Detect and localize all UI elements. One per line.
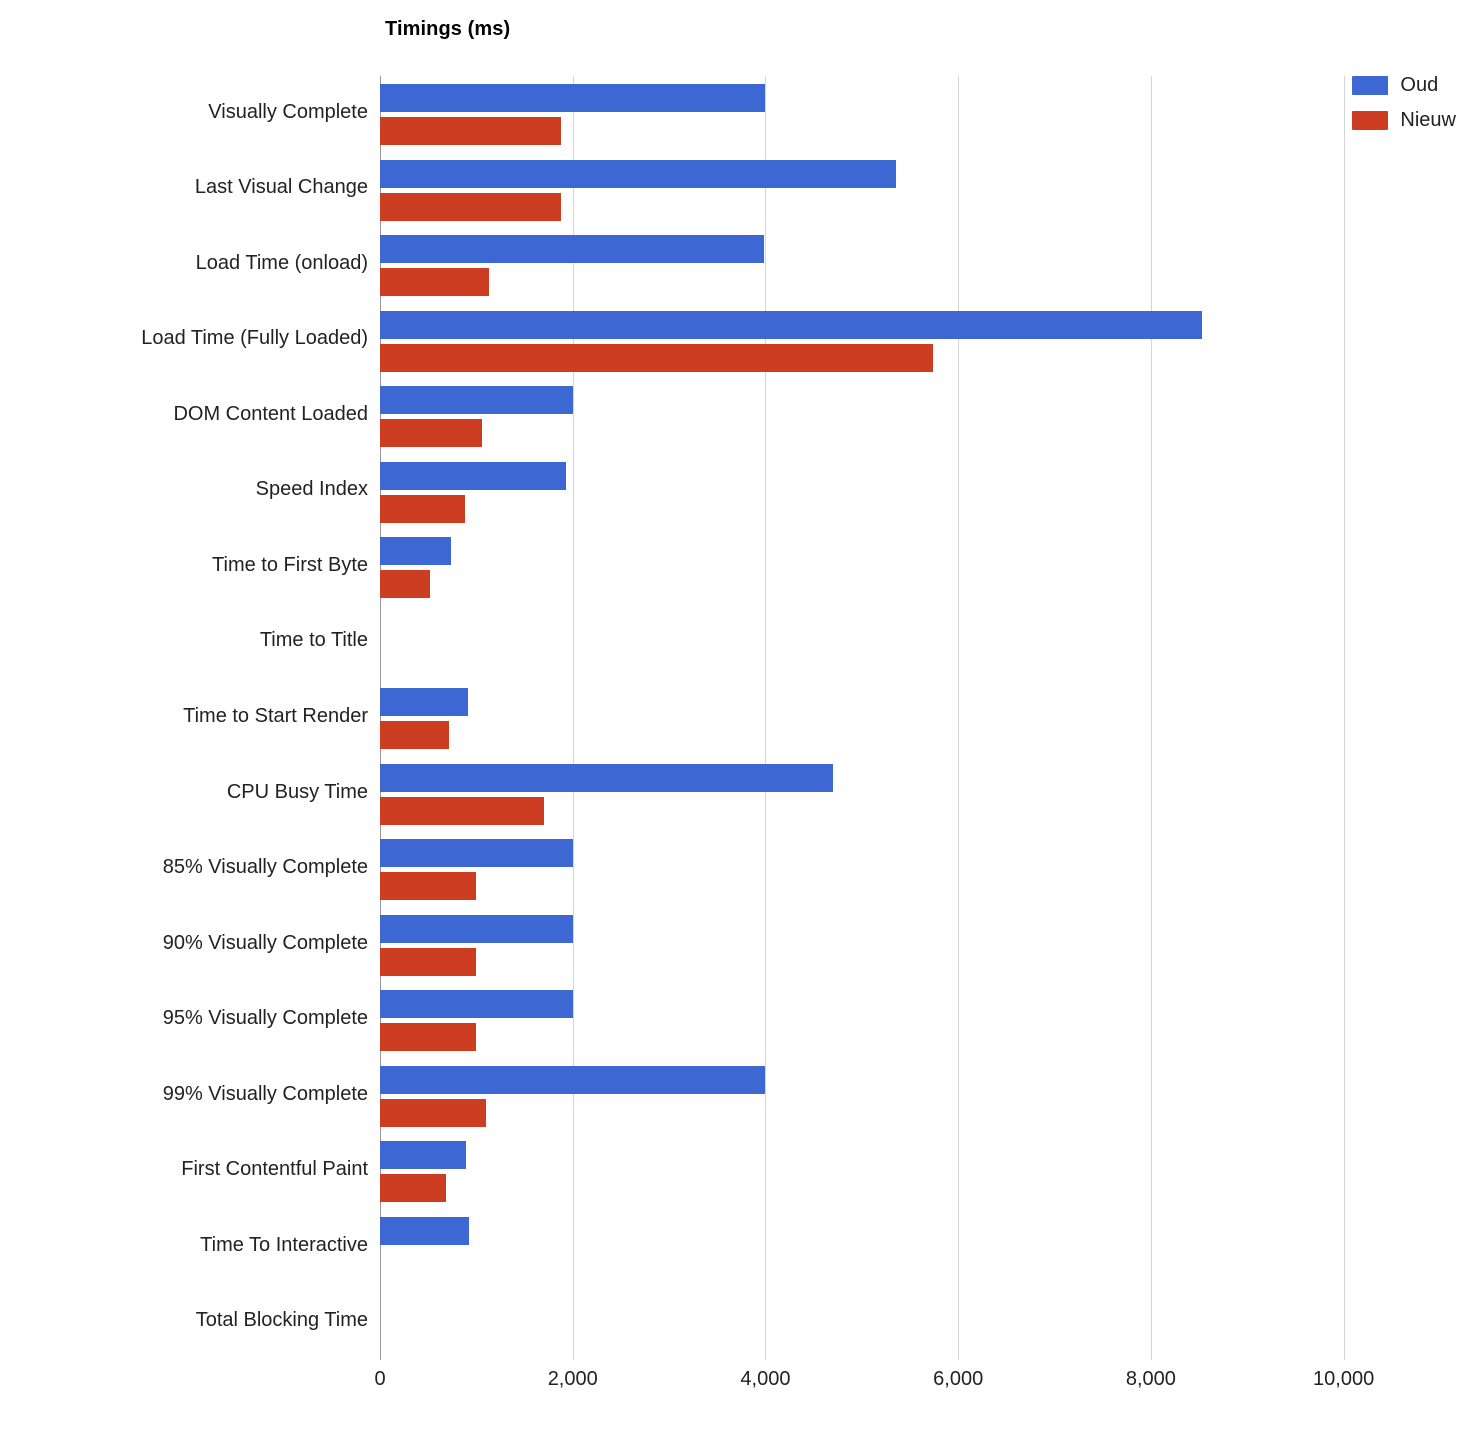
bar-group — [380, 378, 1440, 454]
category-label: 90% Visually Complete — [162, 931, 368, 954]
bar-nieuw[interactable] — [380, 872, 476, 900]
bar-group — [380, 1058, 1440, 1134]
bar-nieuw[interactable] — [380, 344, 933, 372]
bar-group — [380, 454, 1440, 530]
bar-oud[interactable] — [380, 990, 573, 1018]
bar-nieuw[interactable] — [380, 495, 465, 523]
category-label: CPU Busy Time — [226, 780, 368, 803]
bar-group — [380, 303, 1440, 379]
bar-group — [380, 680, 1440, 756]
bar-nieuw[interactable] — [380, 1023, 476, 1051]
bar-rows — [380, 76, 1440, 1360]
category-label: Time to Title — [259, 629, 368, 652]
bar-nieuw[interactable] — [380, 1099, 486, 1127]
category-label: DOM Content Loaded — [173, 402, 368, 425]
bar-nieuw[interactable] — [380, 419, 482, 447]
category-label: 85% Visually Complete — [162, 856, 368, 879]
x-axis — [374, 1360, 1440, 1400]
category-axis-labels — [0, 76, 368, 1360]
bar-group — [380, 605, 1440, 681]
bar-oud[interactable] — [380, 537, 451, 565]
chart-title: Timings (ms) — [385, 18, 511, 40]
bar-oud[interactable] — [380, 915, 573, 943]
category-label: First Contentful Paint — [181, 1158, 368, 1181]
bar-group — [380, 152, 1440, 228]
bar-nieuw[interactable] — [380, 948, 476, 976]
category-label: 99% Visually Complete — [162, 1082, 368, 1105]
bar-nieuw[interactable] — [380, 268, 489, 296]
x-tick-label: 10,000 — [1313, 1368, 1375, 1390]
bar-oud[interactable] — [380, 235, 764, 263]
bar-oud[interactable] — [380, 688, 468, 716]
category-label: Load Time (onload) — [195, 251, 368, 274]
bar-oud[interactable] — [380, 386, 573, 414]
bar-oud[interactable] — [380, 84, 765, 112]
category-label: Speed Index — [255, 478, 368, 501]
x-tick-label: 6,000 — [933, 1368, 984, 1390]
bar-nieuw[interactable] — [380, 721, 449, 749]
category-label: Last Visual Change — [194, 176, 368, 199]
bar-nieuw[interactable] — [380, 117, 561, 145]
category-label: Load Time (Fully Loaded) — [141, 327, 368, 350]
bar-oud[interactable] — [380, 311, 1202, 339]
bar-oud[interactable] — [380, 1217, 469, 1245]
bar-group — [380, 982, 1440, 1058]
category-label: Total Blocking Time — [195, 1309, 368, 1332]
bar-group — [380, 907, 1440, 983]
bar-group — [380, 1133, 1440, 1209]
category-label: Time To Interactive — [200, 1233, 368, 1256]
legend-label-oud: Oud — [1400, 74, 1439, 96]
x-tick-label: 8,000 — [1125, 1368, 1176, 1390]
bar-group — [380, 76, 1440, 152]
bar-oud[interactable] — [380, 160, 896, 188]
bar-oud[interactable] — [380, 839, 573, 867]
bar-oud[interactable] — [380, 1141, 466, 1169]
category-label: Visually Complete — [208, 100, 368, 123]
bar-nieuw[interactable] — [380, 1174, 446, 1202]
x-tick-label: 0 — [374, 1368, 386, 1390]
category-label: Time to First Byte — [212, 553, 368, 576]
bar-group — [380, 227, 1440, 303]
bar-nieuw[interactable] — [380, 570, 430, 598]
bar-nieuw[interactable] — [380, 193, 561, 221]
legend-label-nieuw: Nieuw — [1400, 109, 1456, 131]
bar-group — [380, 1284, 1440, 1360]
bar-oud[interactable] — [380, 462, 566, 490]
category-label: Time to Start Render — [183, 705, 368, 727]
bar-group — [380, 1209, 1440, 1285]
x-tick-label: 4,000 — [740, 1368, 791, 1390]
bar-oud[interactable] — [380, 764, 833, 792]
bar-group — [380, 831, 1440, 907]
bar-group — [380, 756, 1440, 832]
category-label: 95% Visually Complete — [162, 1007, 368, 1030]
bar-group — [380, 529, 1440, 605]
bar-nieuw[interactable] — [380, 797, 544, 825]
plot-area — [380, 76, 1440, 1360]
x-tick-label: 2,000 — [547, 1368, 598, 1390]
bar-oud[interactable] — [380, 1066, 765, 1094]
